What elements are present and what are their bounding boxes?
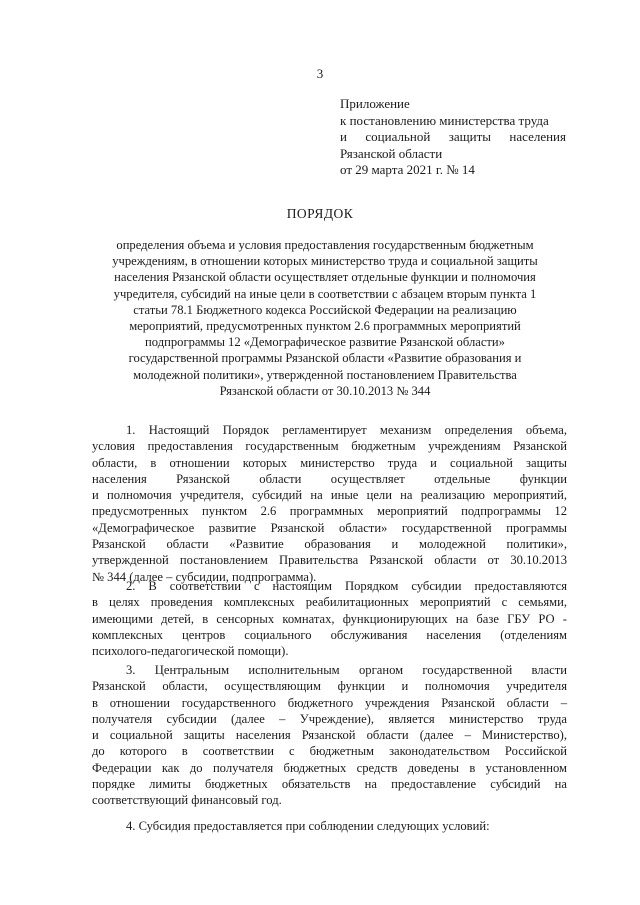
- paragraph-line: утвержденной постановлением Правительства Рязанской области от 30.10.2013: [92, 553, 567, 568]
- appendix-line: от 29 марта 2021 г. № 14: [340, 162, 475, 177]
- paragraph-1: [92, 422, 567, 585]
- subtitle-line: молодежной политики», утвержденной постановлением Правительства: [133, 367, 517, 382]
- subtitle-line: Рязанской области от 30.10.2013 № 344: [219, 383, 431, 398]
- subtitle-line: населения Рязанской области осуществляет отдельные функции и полномочия: [114, 270, 536, 285]
- paragraph-line: 3. Центральным исполнительным органом государственной власти: [126, 663, 567, 677]
- appendix-line: к постановлению министерства труда: [340, 112, 549, 128]
- paragraph-line: Федерации как до получателя бюджетных средств доведены в установленном: [92, 760, 567, 775]
- paragraph-line: комплексных центров социального обслуживания населения (отделениям: [92, 627, 567, 642]
- appendix-line: и социальной защиты населения: [340, 129, 566, 144]
- paragraph-line: Рязанской области «Развитие образования и молодежной политики»,: [92, 537, 567, 552]
- paragraph-line: соответствующий финансовый год.: [92, 793, 282, 808]
- appendix-line: Приложение: [340, 96, 410, 111]
- subtitle-line: учреждениям, в отношении которых министерство труда и социальной защиты: [112, 254, 538, 269]
- paragraph-line: в отношении государственного бюджетного учреждения Рязанской области –: [92, 695, 567, 710]
- paragraph-2: [92, 578, 567, 659]
- paragraph-line: в целях проведения комплексных реабилитационных мероприятий с семьями,: [92, 595, 567, 610]
- subtitle-line: мероприятий, предусмотренных пунктом 2.6 программных мероприятий: [129, 319, 521, 334]
- paragraph-line: области, в отношении которых министерство труда и социальной защиты: [92, 455, 567, 470]
- paragraph-line: 4. Субсидия предоставляется при соблюдении следующих условий:: [126, 819, 490, 833]
- subtitle-line: статьи 78.1 Бюджетного кодекса Российской Федерации на реализацию: [133, 302, 517, 317]
- paragraph-line: психолого-педагогической помощи).: [92, 644, 289, 659]
- document-title: ПОРЯДОК: [286, 206, 354, 221]
- subtitle-line: учредителя, субсидий на иные цели в соответствии с абзацем вторым пункта 1: [113, 286, 537, 301]
- paragraph-line: 1. Настоящий Порядок регламентирует механизм определения объема,: [126, 423, 567, 437]
- paragraph-line: порядке лимиты бюджетных обязательств на предоставление субсидий на: [92, 777, 567, 792]
- paragraph-line: имеющими детей, в сенсорных комнатах, функционирующих на базе ГБУ РО -: [92, 611, 567, 626]
- document-subtitle: [90, 237, 560, 399]
- paragraph-line: предусмотренных пунктом 2.6 программных мероприятий подпрограммы 12: [92, 504, 567, 519]
- paragraph-line: «Демографическое развитие Рязанской области» государственной программы: [92, 520, 567, 535]
- paragraph-3: [92, 662, 567, 809]
- paragraph-line: и полномочия учредителя, субсидий на иные цели на реализацию мероприятий,: [92, 488, 567, 503]
- appendix-block: [340, 96, 566, 179]
- paragraph-line: получателя субсидии (далее – Учреждение), является министерство труда: [92, 711, 567, 726]
- appendix-line: Рязанской области: [340, 145, 443, 161]
- paragraph-line: до которого в соответствии с бюджетным законодательством Российской: [92, 744, 567, 759]
- subtitle-line: государственной программы Рязанской области «Развитие образования и: [128, 351, 522, 366]
- paragraph-line: условия предоставления государственным бюджетным учреждениям Рязанской: [92, 439, 567, 454]
- paragraph-line: Рязанской области, осуществляющим функции и полномочия учредителя: [92, 679, 567, 694]
- paragraph-line: № 344 (далее – субсидии, подпрограмма).: [92, 569, 317, 584]
- subtitle-line: подпрограммы 12 «Демографическое развитие Рязанской области»: [145, 335, 505, 350]
- paragraph-4: [92, 818, 567, 834]
- subtitle-line: определения объема и условия предоставления государственным бюджетным: [116, 238, 534, 252]
- paragraph-line: населения Рязанской области осуществляет отдельные функции: [92, 471, 567, 486]
- paragraph-line: и социальной защиты населения Рязанской области (далее – Министерство),: [92, 728, 567, 743]
- page-number: 3: [316, 66, 324, 81]
- paragraph-line: 2. В соответствии с настоящим Порядком субсидии предоставляются: [126, 579, 567, 593]
